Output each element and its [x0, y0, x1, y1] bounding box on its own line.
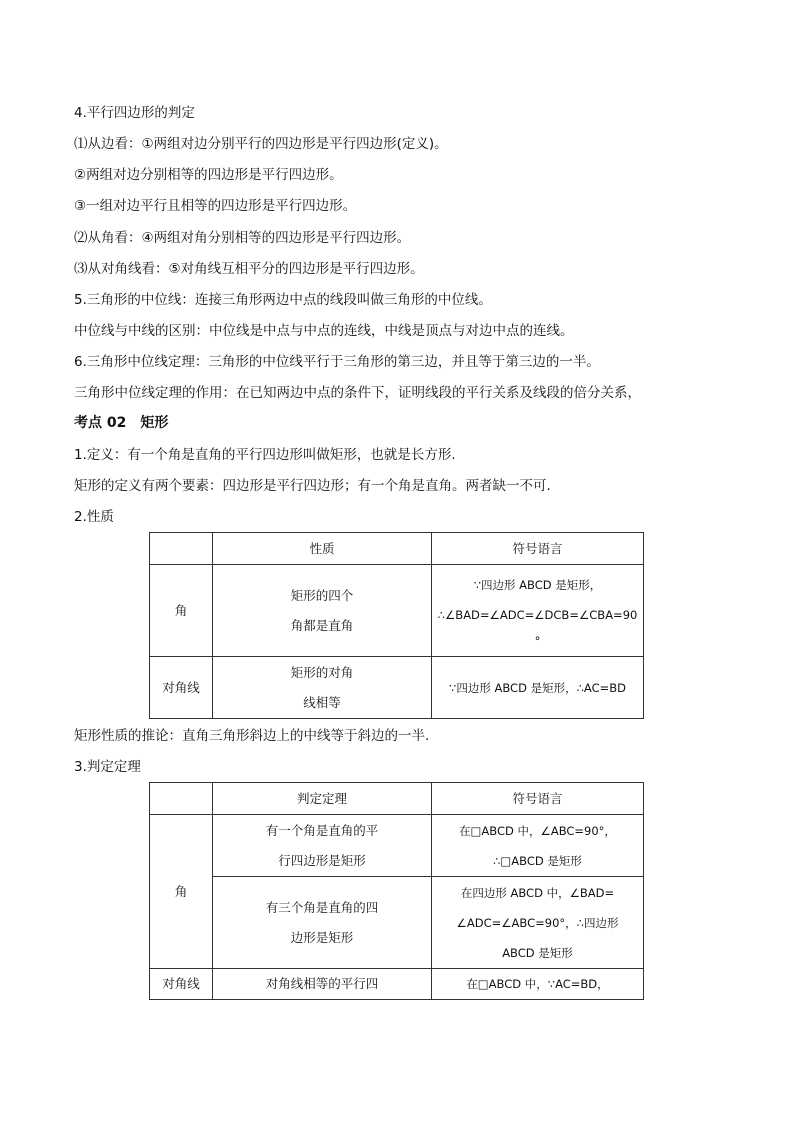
symbol-one-right-angle-line1: 在□ABCD 中，∠ABC=90°，: [459, 823, 616, 838]
row-label-diagonal: 对角线: [150, 657, 213, 719]
symbol-three-right-angles-line2: ∠ADC=∠ABC=90°，∴四边形: [456, 915, 619, 930]
properties-title: 2.性质: [74, 509, 114, 525]
criteria-side-2: ②两组对边分别相等的四边形是平行四边形。: [74, 167, 343, 183]
midline-vs-median: 中位线与中线的区别：中位线是中点与中点的连线，中线是顶点与对边中点的连线。: [74, 323, 574, 339]
rectangle-definition: 1.定义：有一个角是直角的平行四边形叫做矩形，也就是长方形.: [74, 447, 456, 463]
property-corollary: 矩形性质的推论：直角三角形斜边上的中线等于斜边的一半.: [74, 728, 430, 744]
properties-table: [149, 532, 644, 719]
property-diagonal: [213, 657, 432, 719]
theorem-one-right-angle-line1: 有一个角是直角的平: [265, 822, 379, 838]
table-header-symbol: 符号语言: [432, 783, 644, 815]
table-header-blank: [150, 533, 213, 565]
property-angle-line2: 角都是直角: [290, 617, 354, 633]
theorem-three-right-angles-line1: 有三个角是直角的四: [265, 899, 379, 915]
symbol-angle: [432, 565, 644, 657]
table-header-property: 性质: [213, 533, 432, 565]
symbol-angle-line2: ∴∠BAD=∠ADC=∠DCB=∠CBA=90: [437, 607, 638, 622]
midline-definition: 5.三角形的中位线：连接三角形两边中点的线段叫做三角形的中位线。: [74, 292, 492, 308]
property-angle: [213, 565, 432, 657]
symbol-equal-diagonals: 在□ABCD 中，∵AC=BD，: [432, 969, 644, 1000]
criteria-side-3: ③一组对边平行且相等的四边形是平行四边形。: [74, 198, 357, 214]
symbol-three-right-angles: [432, 877, 644, 969]
table-header-theorem: 判定定理: [213, 783, 432, 815]
property-diagonal-line1: 矩形的对角: [290, 664, 354, 680]
table-header-symbol: 符号语言: [432, 533, 644, 565]
symbol-angle-line3: °: [534, 633, 541, 648]
theorem-one-right-angle: [213, 815, 432, 877]
theorem-equal-diagonals: 对角线相等的平行四: [213, 969, 432, 1000]
row-label-angle: 角: [150, 815, 213, 969]
table-header-blank: [150, 783, 213, 815]
symbol-three-right-angles-line3: ABCD 是矩形: [502, 945, 573, 960]
symbol-three-right-angles-line1: 在四边形 ABCD 中，∠BAD=: [460, 885, 615, 900]
row-label-diagonal: 对角线: [150, 969, 213, 1000]
criteria-angle: ⑵从角看：④两组对角分别相等的四边形是平行四边形。: [74, 230, 411, 246]
criteria-side-1: ⑴从边看：①两组对边分别平行的四边形是平行四边形(定义)。: [74, 136, 448, 152]
criteria-diagonal: ⑶从对角线看：⑤对角线互相平分的四边形是平行四边形。: [74, 261, 424, 277]
row-label-angle: 角: [150, 565, 213, 657]
symbol-one-right-angle: [432, 815, 644, 877]
midline-theorem: 6.三角形中位线定理：三角形的中位线平行于三角形的第三边，并且等于第三边的一半。: [74, 354, 600, 370]
symbol-diagonal: ∵四边形 ABCD 是矩形，∴AC=BD: [432, 657, 644, 719]
property-angle-line1: 矩形的四个: [290, 587, 354, 603]
theorem-one-right-angle-line2: 行四边形是矩形: [278, 852, 366, 868]
symbol-angle-line1: ∵四边形 ABCD 是矩形，: [473, 577, 602, 592]
symbol-one-right-angle-line2: ∴□ABCD 是矩形: [493, 853, 582, 868]
section-heading-rectangle: 考点 02 矩形: [74, 415, 169, 431]
property-diagonal-line2: 线相等: [303, 694, 341, 710]
theorem-three-right-angles: [213, 877, 432, 969]
criteria-title: 3.判定定理: [74, 759, 141, 775]
section-title-parallelogram-criteria: 4.平行四边形的判定: [74, 105, 195, 121]
criteria-table: [149, 782, 644, 1000]
rectangle-definition-elements: 矩形的定义有两个要素：四边形是平行四边形；有一个角是直角。两者缺一不可.: [74, 478, 551, 494]
midline-theorem-usage: 三角形中位线定理的作用：在已知两边中点的条件下，证明线段的平行关系及线段的倍分关系，: [74, 385, 641, 401]
theorem-three-right-angles-line2: 边形是矩形: [290, 929, 354, 945]
